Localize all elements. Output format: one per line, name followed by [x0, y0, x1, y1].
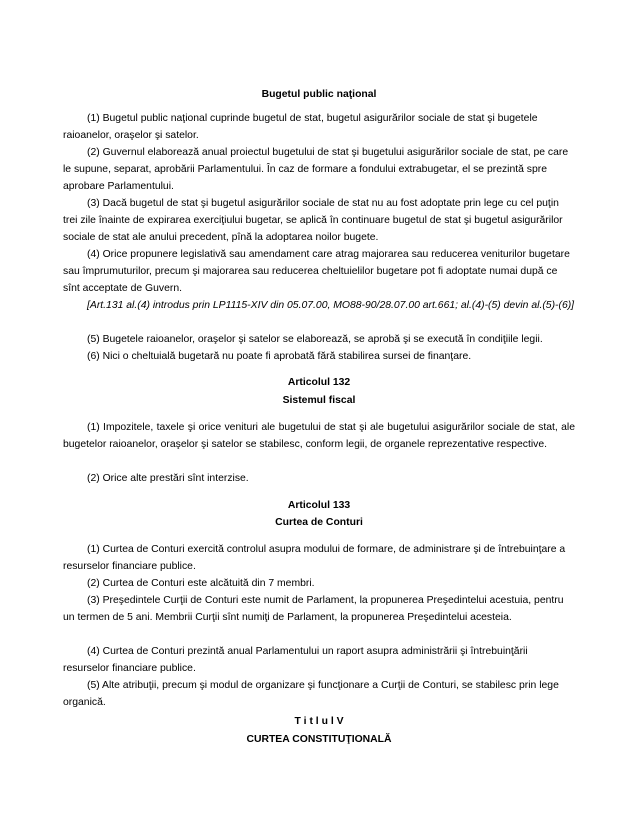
budget-paragraph-4: (4) Orice propunere legislativă sau amendament care atrag majorarea sau reducerea veniturilor bugetare sau împrumuturilor, precum şi majorarea sau reducerea cheltuielilor bugetare pot fi adoptate numai după ce sînt acceptate de Guvern. — [63, 249, 570, 294]
budget-paragraph-6: (6) Nici o cheltuială bugetară nu poate fi aprobată fără stabilirea sursei de finanţare. — [87, 351, 472, 362]
section-title: Bugetul public naţional — [261, 89, 377, 100]
amendment-note: [Art.131 al.(4) introdus prin LP1115-XIV din 05.07.00, MO88-90/28.07.00 art.661; al.(4)-(5) devin al.(5)-(6)] — [87, 300, 575, 311]
article-133-paragraph-5: (5) Alte atribuţii, precum şi modul de organizare şi funcţionare a Curţii de Conturi, se stabilesc prin lege organică. — [63, 680, 559, 708]
article-132-title: Sistemul fiscal — [282, 395, 356, 406]
article-133-paragraph-3: (3) Preşedintele Curţii de Conturi este numit de Parlament, la propunerea Preşedintelui acestuia, pentru un termen de 5 ani. Membrii Curţii sînt numiţi de Parlament, la propunerea Preşedintelui acesteia. — [63, 595, 564, 623]
budget-paragraph-1: (1) Bugetul public naţional cuprinde bugetul de stat, bugetul asigurărilor sociale de stat şi bugetele raioanelor, oraşelor şi satelor. — [63, 113, 538, 141]
article-132-paragraph-1: (1) Impozitele, taxele şi orice venituri ale bugetului de stat şi ale bugetului asigurărilor sociale de stat, ale bugetelor raioanelor, oraşelor şi satelor se stabilesc, conform legii, de organele reprezentative respective. — [63, 422, 575, 450]
article-132-number: Articolul 132 — [287, 377, 351, 388]
budget-paragraph-2: (2) Guvernul elaborează anual proiectul bugetului de stat şi bugetului asigurărilor sociale de stat, pe care le supune, separat, aprobării Parlamentului. În caz de formare a fondului extrabugetar, el se prezintă spre aprobare Parlamentului. — [63, 147, 569, 192]
budget-paragraph-5: (5) Bugetele raioanelor, oraşelor şi satelor se elaborează, se aprobă şi se execută în condiţiile legii. — [87, 334, 543, 345]
article-133-paragraph-4: (4) Curtea de Conturi prezintă anual Parlamentului un raport asupra administrării şi întrebuinţării resurselor financiare publice. — [63, 646, 528, 674]
article-133-paragraph-2: (2) Curtea de Conturi este alcătuită din 7 membri. — [87, 578, 315, 589]
title-v-label: T i t l u l V — [294, 716, 344, 727]
article-132-paragraph-2: (2) Orice alte prestări sînt interzise. — [87, 473, 249, 484]
title-v-name: CURTEA CONSTITUŢIONALĂ — [246, 734, 392, 745]
article-133-number: Articolul 133 — [287, 500, 351, 511]
budget-paragraph-3: (3) Dacă bugetul de stat şi bugetul asigurărilor sociale de stat nu au fost adoptate prin lege cu cel puţin trei zile înainte de expirarea exerciţiului bugetar, se aplică în continuare bugetul de stat şi bugetul asigurărilor sociale de stat ale anului precedent, pînă la adoptarea noilor bugete. — [63, 198, 563, 243]
article-133-title: Curtea de Conturi — [275, 517, 363, 528]
article-133-paragraph-1: (1) Curtea de Conturi exercită controlul asupra modului de formare, de administrare şi de întrebuinţare a resurselor financiare publice. — [63, 544, 566, 572]
